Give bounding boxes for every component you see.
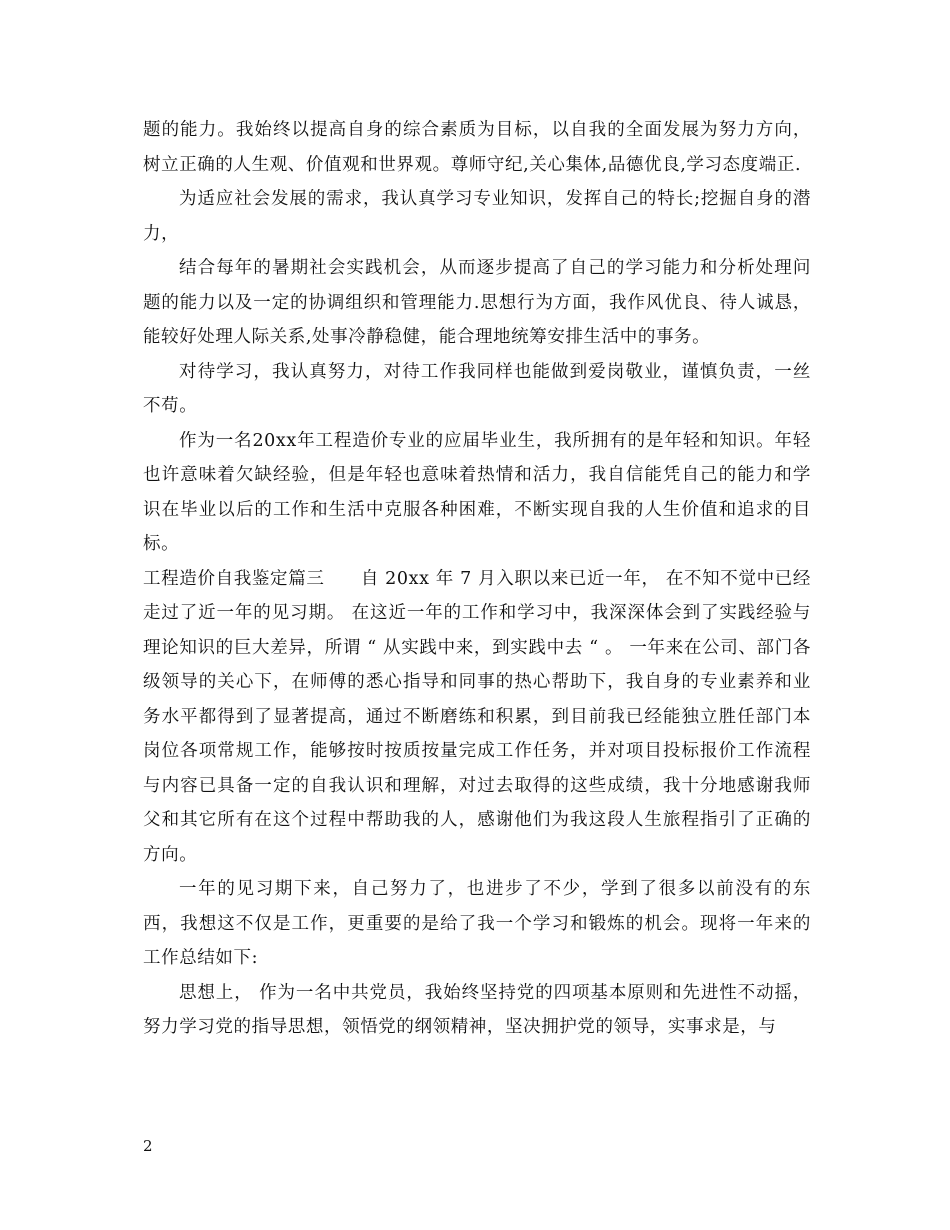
paragraph-6: 工程造价自我鉴定篇三 自 20xx 年 7 月入职以来已近一年， 在不知不觉中已经走过了近一年的见习期。 在这近一年的工作和学习中，我深深体会到了实践经验与理论知识的巨大差异，所谓 “ 从实践中来，到实践中去 “ 。 一年来在公司、部门各级领导的关心下，在师傅的悉心指导和同事的热心帮助下，我自身的专业素养和业务水平都得到了显著提高，通过不断磨练和积累，到目前我已经能独立胜任部门本岗位各项常规工作，能够按时按质按量完成工作任务，并对项目投标报价工作流程与内容已具备一定的自我认识和理解，对过去取得的这些成绩，我十分地感谢我师父和其它所有在这个过程中帮助我的人，感谢他们为我这段人生旅程指引了正确的方向。 bbox=[143, 568, 811, 865]
paragraph-5: 作为一名20xx年工程造价专业的应届毕业生，我所拥有的是年轻和知识。年轻也许意味着欠缺经验，但是年轻也意味着热情和活力，我自信能凭自己的能力和学识在毕业以后的工作和生活中克服各种困难，不断实现自我的人生价值和追求的目标。 bbox=[143, 430, 811, 554]
paragraph-4: 对待学习，我认真努力，对待工作我同样也能做到爱岗敬业，谨慎负责，一丝不苟。 bbox=[143, 361, 811, 416]
paragraph-3: 结合每年的暑期社会实践机会，从而逐步提高了自己的学习能力和分析处理问题的能力以及一定的协调组织和管理能力.思想行为方面，我作风优良、待人诚恳，能较好处理人际关系,处事冷静稳健，能合理地统筹安排生活中的事务。 bbox=[143, 258, 811, 347]
page-number: 2 bbox=[143, 1137, 153, 1155]
paragraph-7: 一年的见习期下来，自己努力了，也进步了不少，学到了很多以前没有的东西，我想这不仅是工作，更重要的是给了我一个学习和锻炼的机会。现将一年来的工作总结如下: bbox=[143, 879, 811, 968]
paragraph-2: 为适应社会发展的需求，我认真学习专业知识，发挥自己的特长;挖掘自身的潜力， bbox=[143, 189, 811, 244]
paragraph-1: 题的能力。我始终以提高自身的综合素质为目标，以自我的全面发展为努力方向，树立正确的人生观、价值观和世界观。尊师守纪,关心集体,品德优良,学习态度端正. bbox=[143, 120, 811, 175]
document-body bbox=[143, 113, 811, 1045]
paragraph-8: 思想上， 作为一名中共党员，我始终坚持党的四项基本原则和先进性不动摇，努力学习党的指导思想，领悟党的纲领精神，坚决拥护党的领导，实事求是，与 bbox=[143, 982, 811, 1037]
